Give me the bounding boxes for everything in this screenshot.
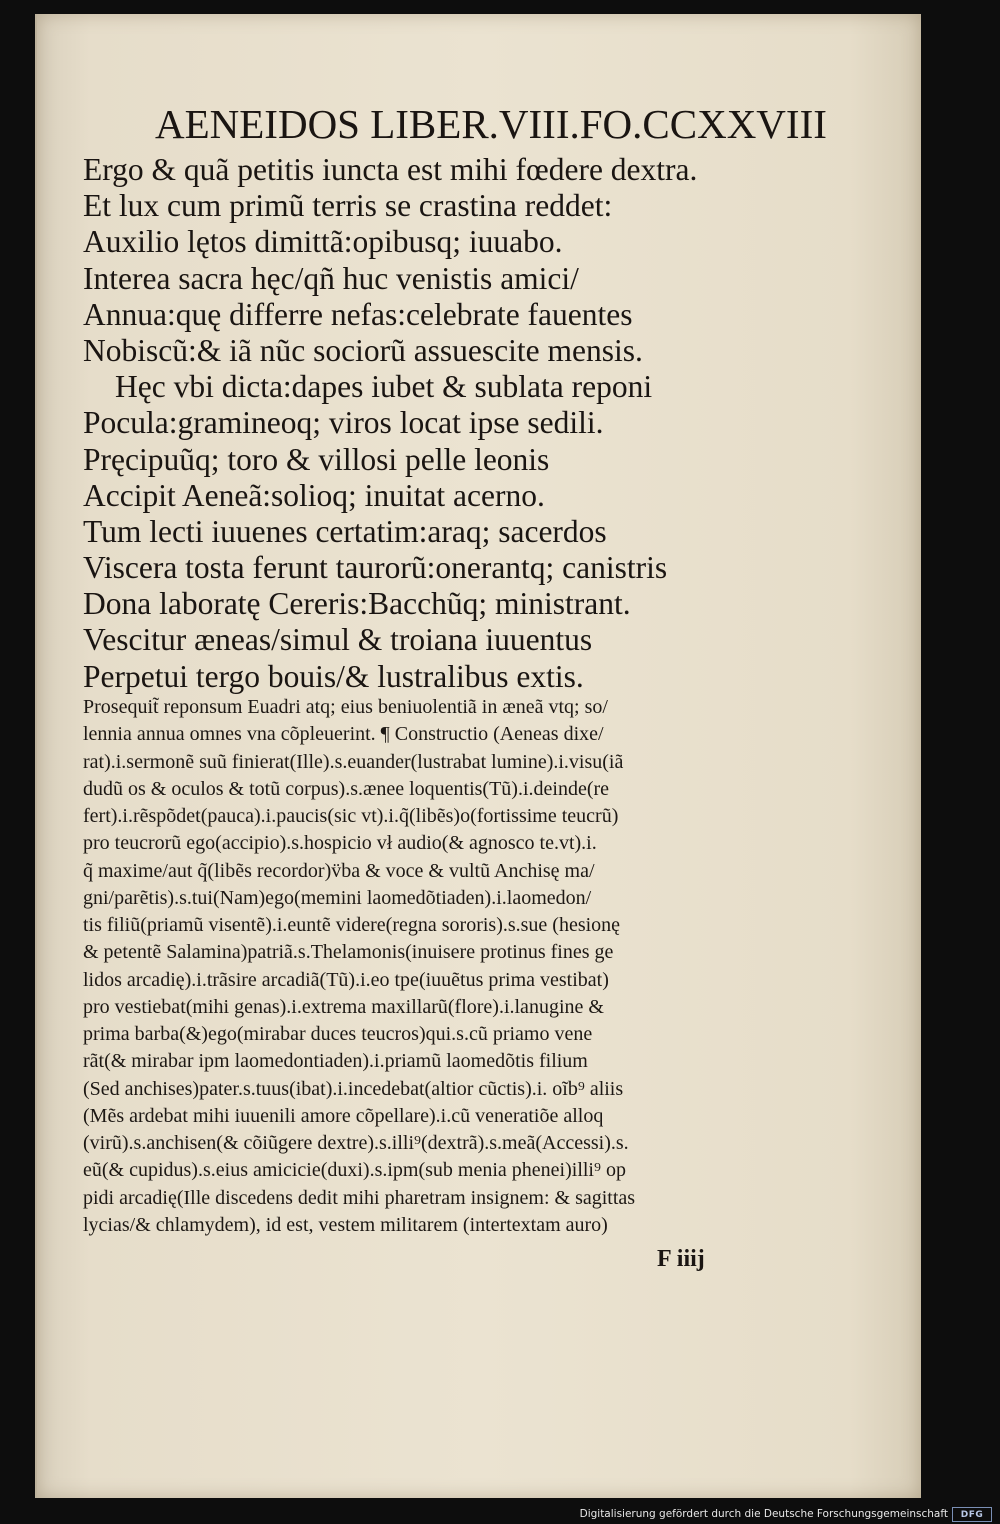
book-page (35, 14, 921, 1498)
commentary-line: tis filiũ(priamũ visentẽ).i.euntẽ videre(regna sororis).s.sue (hesionę (83, 914, 621, 936)
verse-line: Vescitur æneas/simul & troiana iuuentus (83, 622, 593, 658)
dfg-logo-icon: DFG (952, 1507, 992, 1522)
commentary-line: lennia annua omnes vna cõpleuerint. ¶ Constructio (Aeneas dixe/ (83, 723, 604, 746)
verse-line: Annua:quę differre nefas:celebrate fauentes (83, 296, 633, 332)
commentary-line: gni/parẽtis).s.tui(Nam)ego(memini laomedõtiaden).i.laomedon/ (83, 886, 592, 909)
commentary-line: pidi arcadię(Ille discedens dedit mihi pharetram insignem: & sagittas (83, 1186, 636, 1209)
verse-line: Viscera tosta ferunt taurorũ:onerantq; canistris (83, 550, 668, 586)
commentary-line: rat).i.sermonẽ suũ finierat(Ille).s.euander(lustrabat lumine).i.visu(iã (83, 750, 624, 773)
verse-line: Tum lecti iuuenes certatim:araq; sacerdos (83, 513, 607, 549)
verse-line: Dona laboratę Cereris:Bacchũq; ministrant. (83, 586, 631, 622)
commentary-line: dudũ os & oculos & totũ corpus).s.ænee loquentis(Tũ).i.deinde(re (83, 777, 610, 800)
verse-line: Perpetui tergo bouis/& lustralibus extis. (83, 658, 584, 694)
commentary-block (83, 694, 783, 1239)
verse-line: Hęc vbi dicta:dapes iubet & sublata reponi (115, 369, 653, 405)
commentary-line: (Mẽs ardebat mihi iuuenili amore cõpellare).i.cũ veneratiõe alloq (83, 1104, 604, 1127)
verse-line: Et lux cum primũ terris se crastina reddet: (83, 188, 613, 224)
verse-line: Ergo & quã petitis iuncta est mihi fœdere dextra. (83, 152, 698, 187)
verse-line: Auxilio lętos dimittã:opibusq; iuuabo. (83, 224, 563, 260)
verse-block (83, 152, 843, 695)
commentary-line: lidos arcadię).i.trãsire arcadiã(Tũ).i.eo tpe(iuuẽtus prima vestibat) (83, 968, 609, 991)
commentary-line: rãt(& mirabar ipm laomedontiaden).i.priamũ laomedõtis filium (83, 1050, 588, 1073)
commentary-line: eũ(& cupidus).s.eius amicicie(duxi).s.ipm(sub menia phenei)illi⁹ op (83, 1159, 626, 1182)
signature-mark: F iiij (657, 1246, 705, 1272)
commentary-line: (Sed anchises)pater.s.tuus(ibat).i.incedebat(altior cũctis).i. oĩb⁹ aliis (83, 1077, 624, 1100)
verse-line: Accipit Aeneã:solioq; inuitat acerno. (83, 477, 545, 513)
commentary-line: & petentẽ Salamina)patriã.s.Thelamonis(inuisere protinus fines ge (83, 941, 614, 964)
commentary-line: lycias/& chlamydem), id est, vestem militarem (intertextam auro) (83, 1213, 608, 1236)
commentary-line: (virũ).s.anchisen(& cõiũgere dextre).s.illi⁹(dextrã).s.meã(Accessi).s. (83, 1132, 629, 1154)
verse-line: Nobiscũ:& iã nũc sociorũ assuescite mensis. (83, 332, 643, 368)
commentary-line: pro teucrorũ ego(accipio).s.hospicio vł audio(& agnosco te.vt).i. (83, 832, 597, 855)
verse-line: Pręcipuũq; toro & villosi pelle leonis (83, 441, 550, 477)
commentary-line: pro vestiebat(mihi genas).i.extrema maxillarũ(flore).i.lanugine & (83, 995, 604, 1018)
verse-line: Pocula:gramineoq; viros locat ipse sedili. (83, 405, 604, 441)
commentary-line: q̃ maxime/aut q̃(libẽs recordor)v̈ba & voce & vultũ Anchisę ma/ (83, 859, 595, 882)
verse-line: Interea sacra hęc/qñ huc venistis amici/ (83, 260, 579, 296)
commentary-line: prima barba(&)ego(mirabar duces teucros)qui.s.cũ priamo vene (83, 1023, 593, 1045)
commentary-line: fert).i.rẽspõdet(pauca).i.paucis(sic vt).i.q̃(libẽs)o(fortissime teucrũ) (83, 805, 619, 827)
funding-credit: Digitalisierung gefördert durch die Deutsche Forschungsgemeinschaft (579, 1508, 948, 1520)
running-header: AENEIDOS LIBER.VIII.FO.CCXXVIII (155, 101, 827, 147)
commentary-line: Prosequit̃ reponsum Euadri atq; eius beniuolentiã in æneã vtq; so/ (83, 696, 608, 718)
